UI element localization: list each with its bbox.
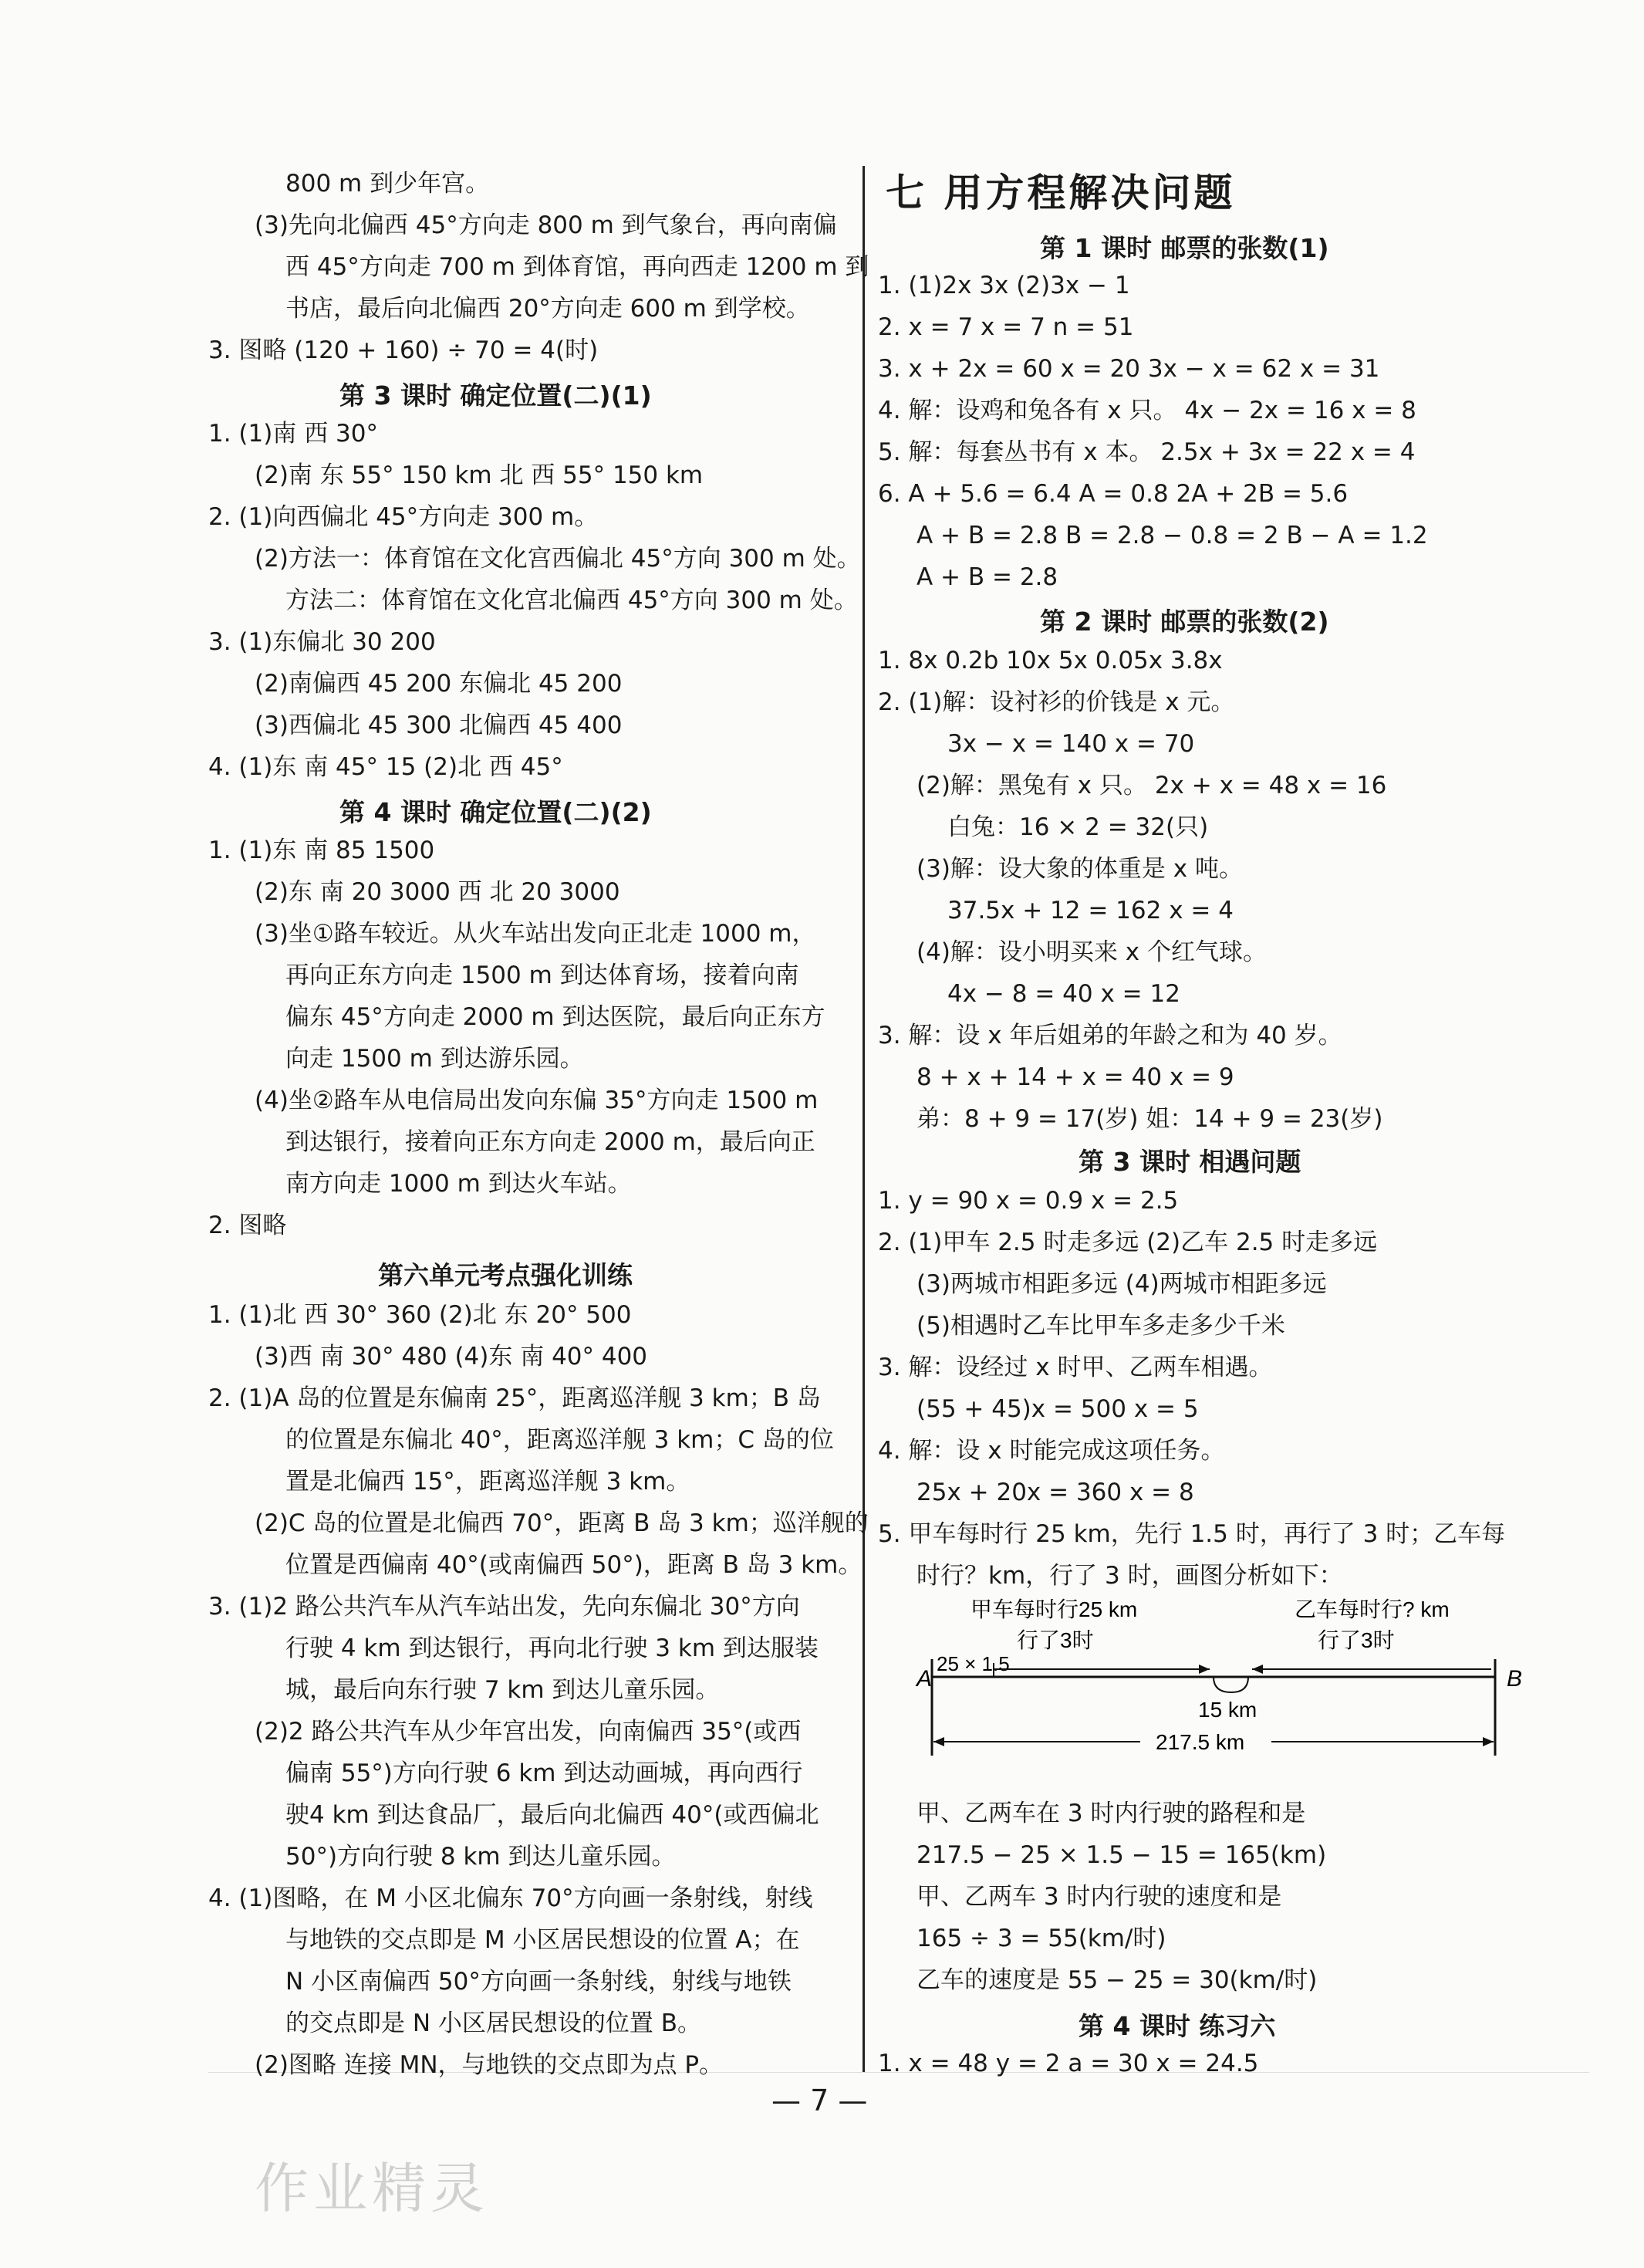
- point-b: B: [1507, 1666, 1523, 1692]
- column-divider: [863, 166, 865, 2072]
- answer-line: 4. (1)东 南 45° 15 (2)北 西 45°: [208, 753, 563, 781]
- jia-label-2: 行了3时: [1017, 1628, 1094, 1652]
- answer-line: (3)西偏北 45 300 北偏西 45 400: [255, 711, 623, 739]
- answer-line: 驶4 km 到达食品厂，最后向北偏西 40°(或西偏北: [285, 1801, 819, 1829]
- answer-line: 3. 图略 (120 + 160) ÷ 70 = 4(时): [208, 336, 599, 364]
- answer-line: 50°)方向行驶 8 km 到达儿童乐园。: [285, 1843, 676, 1871]
- answer-line: 置是北偏西 15°，距离巡洋舰 3 km。: [285, 1468, 690, 1496]
- seg-label: 25 × 1.5: [937, 1652, 1010, 1675]
- answer-line: 1. (1)2x 3x (2)3x − 1: [878, 272, 1130, 299]
- answer-line: 2. (1)甲车 2.5 时走多远 (2)乙车 2.5 时走多远: [878, 1229, 1378, 1256]
- point-a: A: [917, 1666, 933, 1692]
- answer-line: 800 m 到少年宫。: [285, 170, 490, 198]
- answer-line: 南方向走 1000 m 到达火车站。: [285, 1170, 632, 1198]
- answer-line: 25x + 20x = 360 x = 8: [917, 1479, 1194, 1506]
- answer-line: 2. (1)向西偏北 45°方向走 300 m。: [208, 503, 599, 531]
- answer-line: 位置是西偏南 40°(或南偏西 50°)，距离 B 岛 3 km。: [285, 1551, 863, 1579]
- answer-line: 8 + x + 14 + x = 40 x = 9: [917, 1063, 1234, 1091]
- answer-line: N 小区南偏西 50°方向画一条射线，射线与地铁: [285, 1968, 792, 1996]
- watermark: 作业精灵: [255, 2157, 489, 2220]
- answer-line: (4)解：设小明买来 x 个红气球。: [917, 938, 1267, 966]
- answer-line: 4. (1)图略，在 M 小区北偏东 70°方向画一条射线，射线: [208, 1884, 813, 1912]
- yi-label-2: 行了3时: [1318, 1628, 1395, 1652]
- answer-line: (2)图略 连接 MN，与地铁的交点即为点 P。: [255, 2051, 724, 2079]
- answer-line: 4. 解：设 x 时能完成这项任务。: [878, 1437, 1225, 1465]
- lesson-heading: 第六单元考点强化训练: [378, 1260, 633, 1290]
- answer-line: 5. 解：每套丛书有 x 本。 2.5x + 3x = 22 x = 4: [878, 438, 1416, 466]
- answer-line: 与地铁的交点即是 M 小区居民想设的位置 A；在: [285, 1926, 800, 1954]
- answer-line: 行驶 4 km 到达银行，再向北行驶 3 km 到达服装: [285, 1634, 819, 1662]
- answer-line: 4. 解：设鸡和兔各有 x 只。 4x − 2x = 16 x = 8: [878, 397, 1416, 424]
- chapter-title: 七 用方程解决问题: [886, 170, 1236, 215]
- yi-label-1: 乙车每时行? km: [1295, 1597, 1450, 1621]
- answer-line: 217.5 − 25 × 1.5 − 15 = 165(km): [917, 1841, 1327, 1869]
- answer-line: 2. 图略: [208, 1212, 287, 1239]
- answer-line: 165 ÷ 3 = 55(km/时): [917, 1925, 1166, 1952]
- answer-line: 再向正东方向走 1500 m 到达体育场，接着向南: [285, 962, 799, 989]
- answer-line: 偏东 45°方向走 2000 m 到达医院，最后向正东方: [285, 1003, 825, 1031]
- answer-line: 白兔：16 × 2 = 32(只): [947, 813, 1209, 841]
- lesson-heading: 第 4 课时 练习六: [1079, 2011, 1276, 2041]
- page-number: — 7 —: [771, 2084, 868, 2118]
- answer-line: (2)解：黑兔有 x 只。 2x + x = 48 x = 16: [917, 772, 1387, 799]
- answer-line: (3)先向北偏西 45°方向走 800 m 到气象台，再向南偏: [255, 211, 837, 239]
- answer-line: (2)方法一：体育馆在文化宫西偏北 45°方向 300 m 处。: [255, 545, 861, 573]
- answer-line: (3)西 南 30° 480 (4)东 南 40° 400: [255, 1343, 648, 1371]
- answer-line: 5. 甲车每时行 25 km，先行 1.5 时，再行了 3 时；乙车每: [878, 1520, 1506, 1548]
- answer-line: 甲、乙两车在 3 时内行驶的路程和是: [917, 1800, 1306, 1827]
- answer-line: 弟：8 + 9 = 17(岁) 姐：14 + 9 = 23(岁): [917, 1105, 1383, 1133]
- answer-line: 3. 解：设 x 年后姐弟的年龄之和为 40 岁。: [878, 1022, 1342, 1049]
- answer-line: (2)东 南 20 3000 西 北 20 3000: [255, 878, 620, 906]
- lesson-heading: 第 1 课时 邮票的张数(1): [1040, 233, 1329, 263]
- answer-line: A + B = 2.8 B = 2.8 − 0.8 = 2 B − A = 1.2: [917, 522, 1428, 549]
- answer-line: (55 + 45)x = 500 x = 5: [917, 1395, 1199, 1423]
- answer-line: (4)坐②路车从电信局出发向东偏 35°方向走 1500 m: [255, 1087, 819, 1114]
- answer-line: 3x − x = 140 x = 70: [947, 730, 1195, 758]
- lesson-heading: 第 3 课时 确定位置(二)(1): [339, 380, 652, 411]
- answer-line: 1. y = 90 x = 0.9 x = 2.5: [878, 1187, 1179, 1215]
- answer-line: (2)C 岛的位置是北偏西 70°，距离 B 岛 3 km；巡洋舰的: [255, 1509, 869, 1537]
- answer-line: 到达银行，接着向正东方向走 2000 m，最后向正: [285, 1128, 815, 1156]
- answer-line: 城，最后向东行驶 7 km 到达儿童乐园。: [285, 1676, 720, 1704]
- answer-line: (3)坐①路车较近。从火车站出发向正北走 1000 m，: [255, 920, 816, 948]
- answer-line: 西 45°方向走 700 m 到体育馆，再向西走 1200 m 到: [285, 253, 869, 281]
- answer-line: 37.5x + 12 = 162 x = 4: [947, 897, 1234, 924]
- answer-line: 4x − 8 = 40 x = 12: [947, 980, 1180, 1008]
- answer-line: (2)南 东 55° 150 km 北 西 55° 150 km: [255, 461, 704, 489]
- answer-line: A + B = 2.8: [917, 563, 1058, 591]
- answer-line: 3. (1)2 路公共汽车从汽车站出发，先向东偏北 30°方向: [208, 1593, 800, 1621]
- answer-line: 1. (1)南 西 30°: [208, 420, 378, 448]
- answer-line: 偏南 55°)方向行驶 6 km 到达动画城，再向西行: [285, 1759, 803, 1787]
- answer-line: 2. (1)A 岛的位置是东偏南 25°，距离巡洋舰 3 km；B 岛: [208, 1384, 821, 1412]
- answer-line: (5)相遇时乙车比甲车多走多少千米: [917, 1312, 1285, 1340]
- gap-brace: [1214, 1677, 1248, 1692]
- answer-line: 向走 1500 m 到达游乐园。: [285, 1045, 584, 1073]
- answer-line: 方法二：体育馆在文化宫北偏西 45°方向 300 m 处。: [285, 586, 858, 614]
- lesson-heading: 第 2 课时 邮票的张数(2): [1040, 607, 1329, 637]
- answer-line: 1. (1)北 西 30° 360 (2)北 东 20° 500: [208, 1301, 632, 1329]
- answer-line: 2. (1)解：设衬衫的价钱是 x 元。: [878, 688, 1235, 716]
- answer-line: 1. 8x 0.2b 10x 5x 0.05x 3.8x: [878, 647, 1223, 674]
- answer-line: 1. (1)东 南 85 1500: [208, 837, 435, 864]
- answer-line: (2)2 路公共汽车从少年宫出发，向南偏西 35°(或西: [255, 1718, 802, 1746]
- meeting-problem-diagram: [909, 1594, 1534, 1786]
- lesson-heading: 第 4 课时 确定位置(二)(2): [339, 797, 652, 827]
- answer-line: 的交点即是 N 小区居民想设的位置 B。: [285, 2009, 702, 2037]
- answer-line: (3)两城市相距多远 (4)两城市相距多远: [917, 1270, 1327, 1298]
- answer-line: 3. 解：设经过 x 时甲、乙两车相遇。: [878, 1354, 1273, 1381]
- answer-line: (3)解：设大象的体重是 x 吨。: [917, 855, 1243, 883]
- total-label: 217.5 km: [1156, 1730, 1245, 1754]
- answer-line: 3. (1)东偏北 30 200: [208, 628, 436, 656]
- answer-line: 3. x + 2x = 60 x = 20 3x − x = 62 x = 31: [878, 355, 1380, 383]
- answer-line: 书店，最后向北偏西 20°方向走 600 m 到学校。: [285, 295, 810, 323]
- answer-line: (2)南偏西 45 200 东偏北 45 200: [255, 670, 623, 698]
- answer-line: 时行？km，行了 3 时，画图分析如下：: [917, 1562, 1343, 1590]
- answer-line: 1. x = 48 y = 2 a = 30 x = 24.5: [878, 2050, 1259, 2077]
- jia-label-1: 甲车每时行25 km: [971, 1597, 1138, 1621]
- lesson-heading: 第 3 课时 相遇问题: [1079, 1147, 1301, 1177]
- answer-line: 的位置是东偏北 40°，距离巡洋舰 3 km；C 岛的位: [285, 1426, 834, 1454]
- answer-line: 甲、乙两车 3 时内行驶的速度和是: [917, 1883, 1282, 1911]
- answer-line: 乙车的速度是 55 − 25 = 30(km/时): [917, 1966, 1318, 1994]
- gap-label: 15 km: [1198, 1698, 1257, 1722]
- answer-line: 6. A + 5.6 = 6.4 A = 0.8 2A + 2B = 5.6: [878, 480, 1349, 508]
- answer-line: 2. x = 7 x = 7 n = 51: [878, 313, 1134, 341]
